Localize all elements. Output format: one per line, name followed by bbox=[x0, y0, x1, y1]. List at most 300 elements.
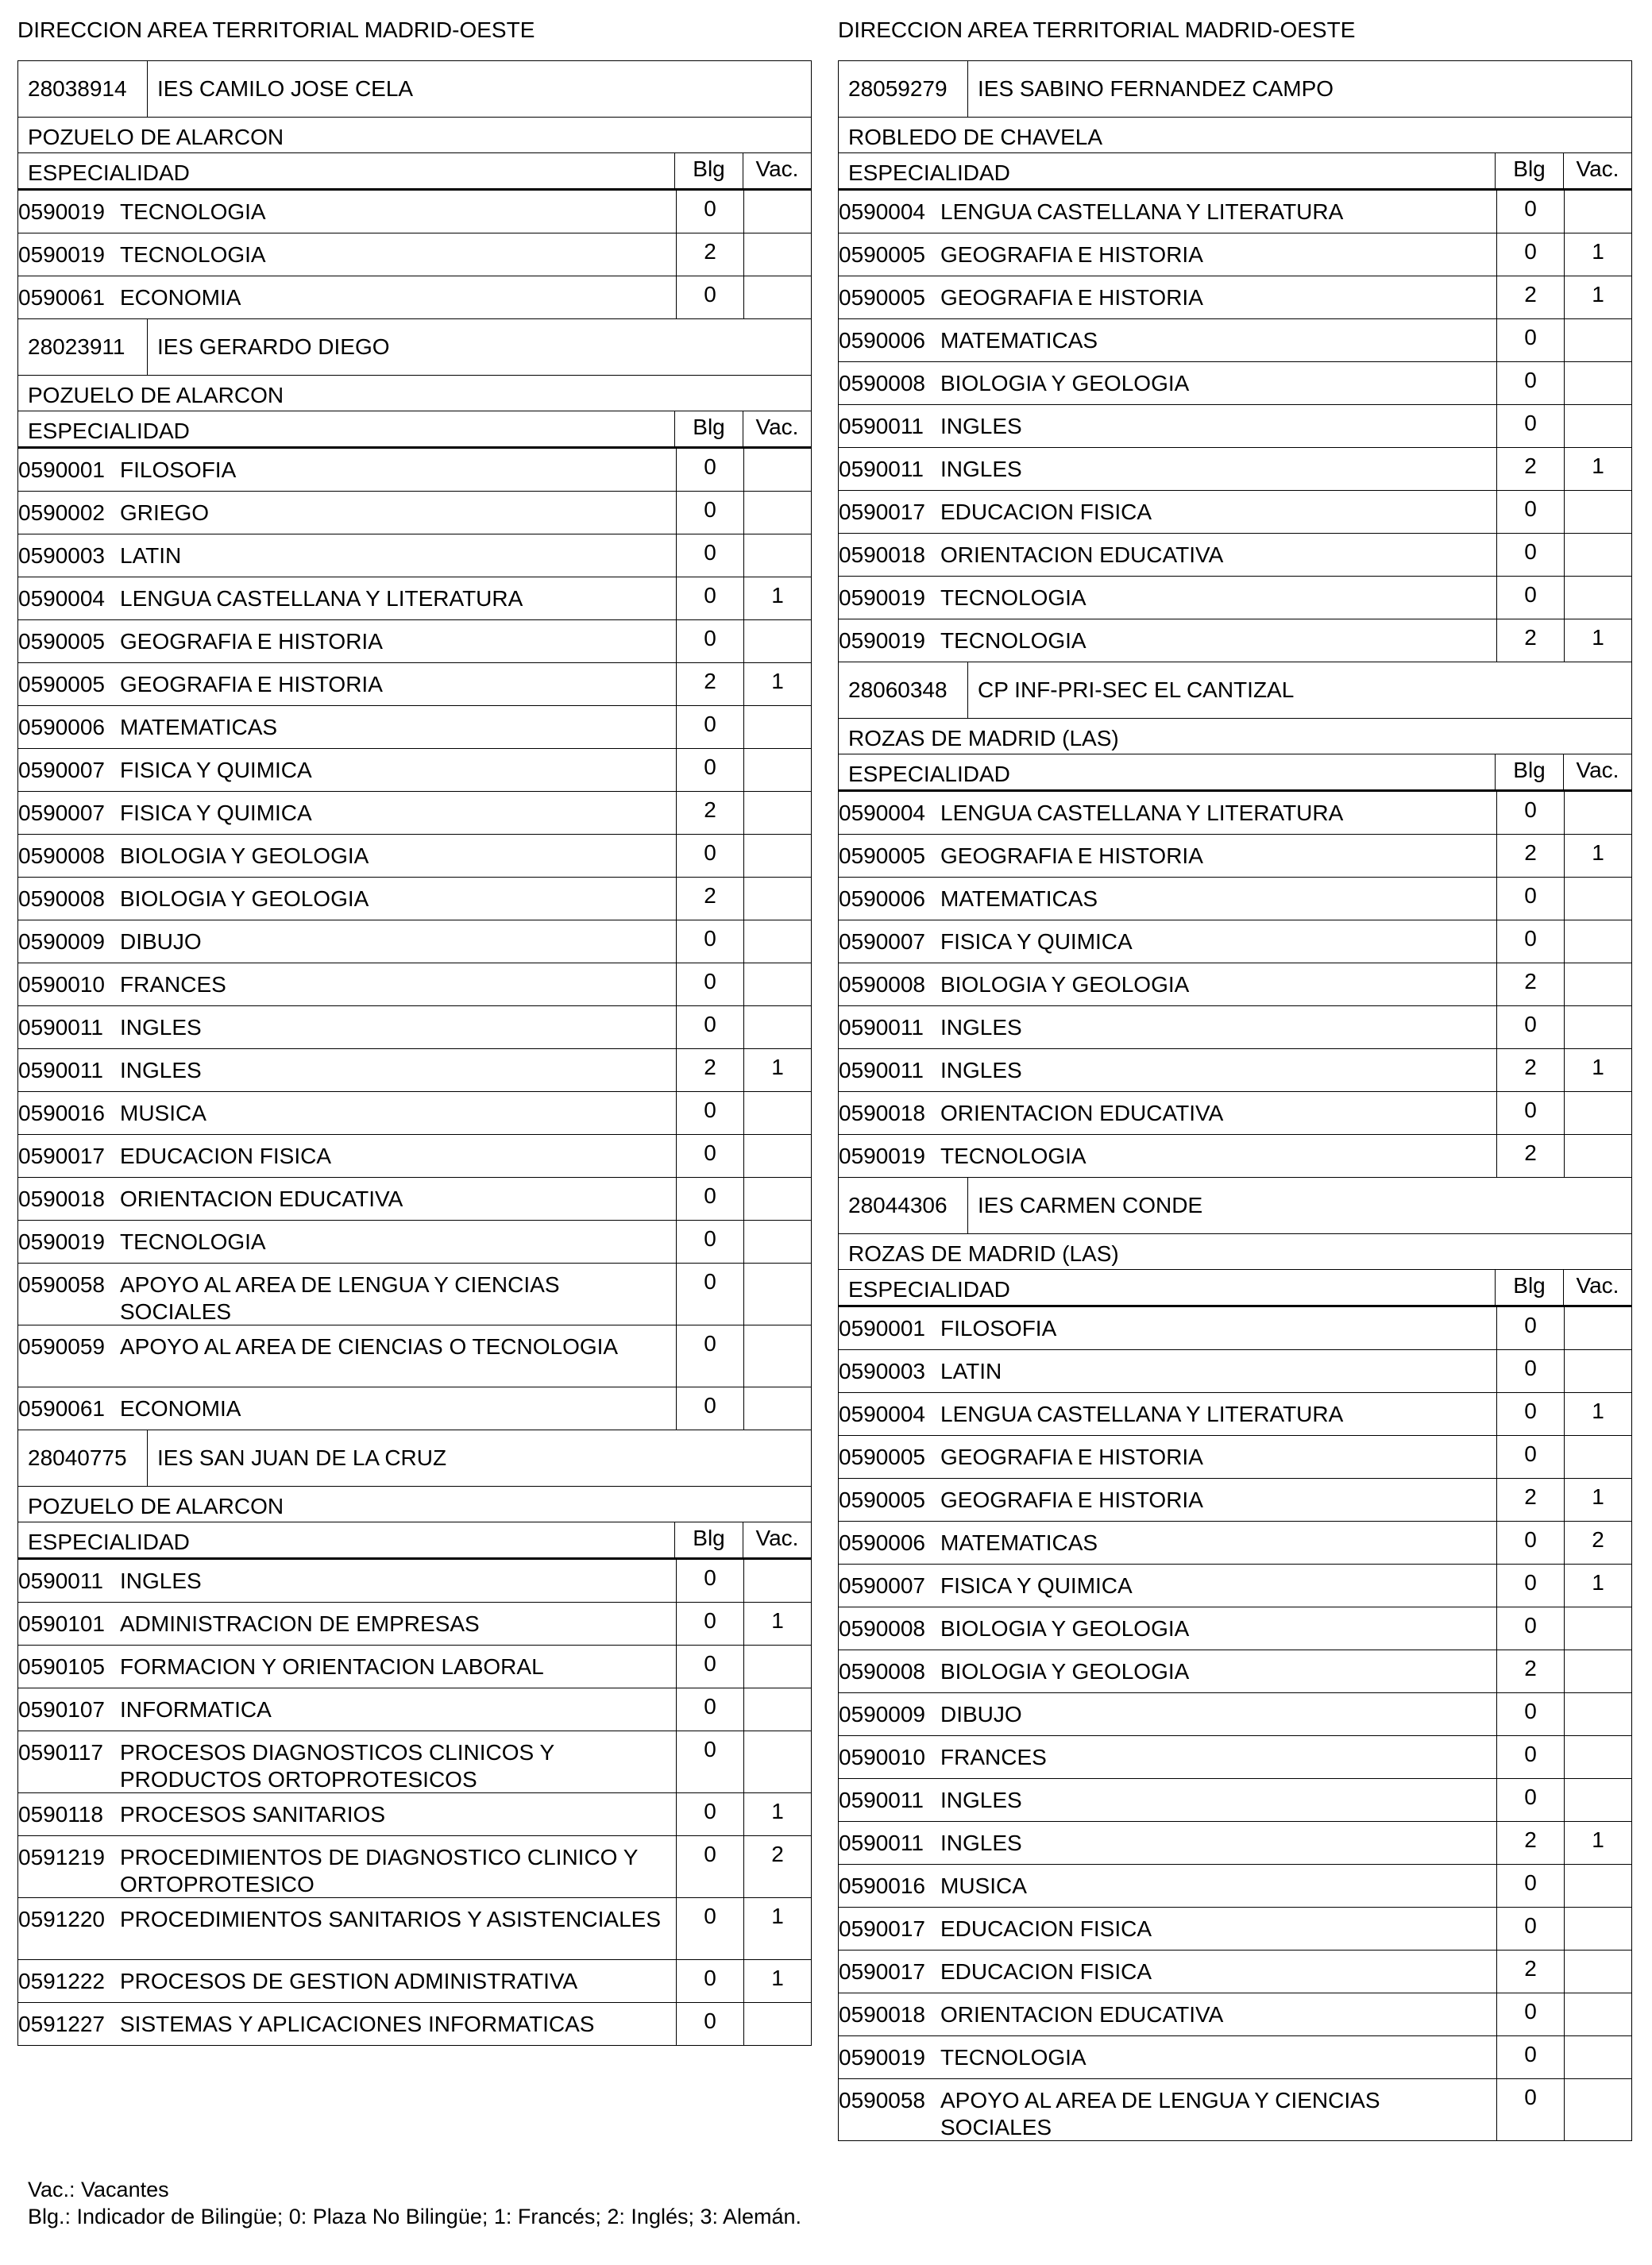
especialidad-name: LENGUA CASTELLANA Y LITERATURA bbox=[940, 1402, 1344, 1426]
table-row bbox=[18, 276, 811, 319]
especialidad-code: 0591227 bbox=[18, 2012, 106, 2036]
vac-cell bbox=[1564, 1865, 1631, 1907]
especialidad-name: BIOLOGIA Y GEOLOGIA bbox=[940, 1659, 1190, 1684]
table-row bbox=[18, 706, 811, 749]
especialidad-code: 0590005 bbox=[839, 843, 926, 868]
blg-cell: 2 bbox=[1496, 1650, 1564, 1692]
especialidad-cell bbox=[839, 1693, 1496, 1735]
vac-cell: 1 bbox=[1564, 276, 1631, 318]
blg-cell: 0 bbox=[676, 1960, 743, 2002]
center-header bbox=[839, 662, 1631, 719]
especialidad-name: EDUCACION FISICA bbox=[940, 1916, 1152, 1941]
vac-cell: 1 bbox=[743, 1049, 811, 1091]
especialidad-cell bbox=[18, 1836, 676, 1897]
left-column bbox=[17, 14, 812, 2046]
especialidad-name: LENGUA CASTELLANA Y LITERATURA bbox=[120, 586, 523, 611]
vac-cell: 1 bbox=[1564, 1822, 1631, 1864]
vac-cell bbox=[1564, 2036, 1631, 2078]
blg-cell: 2 bbox=[1496, 835, 1564, 877]
vac-cell bbox=[1564, 1607, 1631, 1650]
vac-cell: 1 bbox=[743, 1960, 811, 2002]
blg-cell: 0 bbox=[676, 1898, 743, 1959]
especialidad-name: INGLES bbox=[120, 1015, 202, 1040]
especialidad-name: TECNOLOGIA bbox=[120, 199, 266, 224]
blg-cell: 0 bbox=[1496, 1092, 1564, 1134]
especialidad-code: 0590004 bbox=[18, 586, 106, 611]
header-blg: Blg bbox=[674, 153, 743, 188]
especialidad-code: 0590005 bbox=[18, 672, 106, 696]
especialidad-code: 0590005 bbox=[839, 285, 926, 310]
especialidad-name: INGLES bbox=[940, 1015, 1022, 1040]
blg-cell: 2 bbox=[1496, 1822, 1564, 1864]
blg-cell: 0 bbox=[676, 1603, 743, 1645]
especialidad-code: 0590008 bbox=[839, 972, 926, 997]
blg-cell: 0 bbox=[1496, 1522, 1564, 1564]
especialidad-name: GEOGRAFIA E HISTORIA bbox=[120, 629, 383, 654]
blg-cell: 0 bbox=[676, 620, 743, 662]
vac-cell bbox=[743, 706, 811, 748]
especialidad-code: 0590003 bbox=[839, 1359, 926, 1383]
vac-cell: 2 bbox=[743, 1836, 811, 1897]
table-row bbox=[18, 1092, 811, 1135]
blg-cell: 0 bbox=[676, 1135, 743, 1177]
vac-cell bbox=[743, 1387, 811, 1430]
table-row bbox=[18, 1688, 811, 1731]
table-row bbox=[18, 835, 811, 878]
center-locality: POZUELO DE ALARCON bbox=[18, 118, 811, 153]
blg-cell: 0 bbox=[1496, 1865, 1564, 1907]
table-row bbox=[839, 1908, 1631, 1951]
vac-cell: 2 bbox=[1564, 1522, 1631, 1564]
especialidad-cell bbox=[18, 1387, 676, 1430]
table-row bbox=[839, 405, 1631, 448]
vac-cell bbox=[743, 191, 811, 233]
especialidad-code: 0590118 bbox=[18, 1802, 103, 1827]
especialidad-cell bbox=[839, 1436, 1496, 1478]
header-vac: Vac. bbox=[743, 153, 811, 188]
especialidad-code: 0590006 bbox=[839, 1530, 926, 1555]
blg-cell: 0 bbox=[1496, 319, 1564, 361]
table-header-row bbox=[839, 754, 1631, 792]
blg-cell: 0 bbox=[1496, 1779, 1564, 1821]
especialidad-cell bbox=[18, 1603, 676, 1645]
table-row bbox=[18, 1731, 811, 1793]
vac-cell bbox=[1564, 405, 1631, 447]
especialidad-code: 0590001 bbox=[18, 457, 106, 482]
table-row bbox=[839, 491, 1631, 534]
table-row bbox=[839, 1092, 1631, 1135]
blg-cell: 0 bbox=[676, 1560, 743, 1602]
especialidad-code: 0590006 bbox=[18, 715, 106, 739]
especialidad-cell bbox=[839, 835, 1496, 877]
especialidad-name: MATEMATICAS bbox=[940, 886, 1098, 911]
especialidad-name: BIOLOGIA Y GEOLOGIA bbox=[940, 972, 1190, 997]
especialidad-code: 0590006 bbox=[839, 328, 926, 353]
header-especialidad: ESPECIALIDAD bbox=[28, 1530, 190, 1554]
especialidad-code: 0590107 bbox=[18, 1697, 106, 1722]
center-code: 28040775 bbox=[18, 1430, 148, 1486]
especialidad-cell bbox=[18, 792, 676, 834]
vac-cell bbox=[1564, 1779, 1631, 1821]
especialidad-name: ORIENTACION EDUCATIVA bbox=[120, 1187, 403, 1211]
especialidad-cell bbox=[18, 663, 676, 705]
table-row bbox=[839, 1650, 1631, 1693]
center-locality: POZUELO DE ALARCON bbox=[18, 376, 811, 411]
table-row bbox=[839, 1993, 1631, 2036]
especialidad-code: 0590006 bbox=[839, 886, 926, 911]
center-name: IES CARMEN CONDE bbox=[978, 1193, 1203, 1217]
blg-cell: 0 bbox=[1496, 1350, 1564, 1392]
especialidad-code: 0590061 bbox=[18, 1396, 106, 1421]
especialidad-cell bbox=[18, 449, 676, 491]
especialidad-name: PROCEDIMIENTOS SANITARIOS Y ASISTENCIALES bbox=[120, 1907, 661, 1931]
especialidad-cell bbox=[18, 1960, 676, 2002]
center-header bbox=[839, 1178, 1631, 1234]
vac-cell: 1 bbox=[1564, 1393, 1631, 1435]
blg-cell: 0 bbox=[1496, 2079, 1564, 2140]
table-row bbox=[839, 534, 1631, 577]
blg-cell: 0 bbox=[676, 1731, 743, 1792]
especialidad-name: FRANCES bbox=[940, 1745, 1047, 1769]
especialidad-code: 0590008 bbox=[839, 1659, 926, 1684]
vac-cell bbox=[1564, 1135, 1631, 1177]
table-row bbox=[839, 1307, 1631, 1350]
table-row bbox=[18, 1135, 811, 1178]
blg-cell: 0 bbox=[676, 749, 743, 791]
table-row bbox=[18, 878, 811, 920]
vac-cell bbox=[1564, 191, 1631, 233]
especialidad-cell bbox=[18, 1006, 676, 1048]
especialidad-code: 0590005 bbox=[839, 242, 926, 267]
vac-cell bbox=[1564, 1693, 1631, 1735]
vac-cell: 1 bbox=[1564, 1565, 1631, 1607]
especialidad-code: 0591219 bbox=[18, 1845, 106, 1869]
center-code: 28044306 bbox=[839, 1178, 968, 1233]
especialidad-cell bbox=[18, 2003, 676, 2045]
blg-cell: 0 bbox=[1496, 1565, 1564, 1607]
especialidad-code: 0590018 bbox=[839, 1101, 926, 1125]
especialidad-code: 0591222 bbox=[18, 1969, 106, 1993]
blg-cell: 2 bbox=[1496, 619, 1564, 662]
table-row bbox=[839, 619, 1631, 662]
especialidad-code: 0591220 bbox=[18, 1907, 106, 1931]
especialidad-name: INFORMATICA bbox=[120, 1697, 272, 1722]
especialidad-code: 0590011 bbox=[839, 1015, 924, 1040]
blg-cell: 0 bbox=[676, 1264, 743, 1325]
especialidad-cell bbox=[18, 1135, 676, 1177]
especialidad-name: ECONOMIA bbox=[120, 1396, 241, 1421]
especialidad-code: 0590009 bbox=[18, 929, 106, 954]
especialidad-code: 0590017 bbox=[839, 1916, 926, 1941]
especialidad-cell bbox=[839, 1479, 1496, 1521]
especialidad-name: TECNOLOGIA bbox=[940, 1144, 1087, 1168]
table-row bbox=[839, 1565, 1631, 1607]
table-row bbox=[839, 1607, 1631, 1650]
especialidad-cell bbox=[839, 2079, 1496, 2140]
blg-cell: 0 bbox=[676, 1178, 743, 1220]
blg-cell: 0 bbox=[676, 534, 743, 577]
especialidad-name: BIOLOGIA Y GEOLOGIA bbox=[120, 843, 369, 868]
blg-cell: 0 bbox=[676, 577, 743, 619]
vac-cell: 1 bbox=[743, 1898, 811, 1959]
vac-cell: 1 bbox=[1564, 1479, 1631, 1521]
table-row bbox=[839, 1350, 1631, 1393]
vac-cell: 1 bbox=[743, 1793, 811, 1835]
especialidad-name: BIOLOGIA Y GEOLOGIA bbox=[120, 886, 369, 911]
especialidad-cell bbox=[839, 319, 1496, 361]
especialidad-cell bbox=[18, 1325, 676, 1387]
especialidad-cell bbox=[839, 1993, 1496, 2035]
center-locality: ROZAS DE MADRID (LAS) bbox=[839, 719, 1631, 754]
blg-cell: 0 bbox=[676, 1006, 743, 1048]
table-header-row bbox=[839, 153, 1631, 191]
blg-cell: 0 bbox=[1496, 362, 1564, 404]
blg-cell: 0 bbox=[676, 492, 743, 534]
vac-cell bbox=[1564, 1951, 1631, 1993]
blg-cell: 0 bbox=[676, 1092, 743, 1134]
especialidad-code: 0590105 bbox=[18, 1654, 106, 1679]
especialidad-cell bbox=[839, 1607, 1496, 1650]
especialidad-code: 0590005 bbox=[18, 629, 106, 654]
blg-cell: 0 bbox=[1496, 2036, 1564, 2078]
especialidad-cell bbox=[839, 491, 1496, 533]
table-row bbox=[839, 2079, 1631, 2141]
table-row bbox=[18, 191, 811, 233]
table-row bbox=[18, 1646, 811, 1688]
vac-cell bbox=[1564, 1650, 1631, 1692]
especialidad-cell bbox=[839, 1565, 1496, 1607]
table-row bbox=[839, 1951, 1631, 1993]
especialidad-name: INGLES bbox=[940, 1058, 1022, 1082]
table-row bbox=[18, 920, 811, 963]
especialidad-cell bbox=[839, 1006, 1496, 1048]
vac-cell bbox=[743, 534, 811, 577]
centers-table bbox=[838, 60, 1632, 2141]
especialidad-name: TECNOLOGIA bbox=[940, 2045, 1087, 2070]
blg-cell: 2 bbox=[676, 663, 743, 705]
vac-cell bbox=[1564, 1307, 1631, 1349]
right-column bbox=[838, 14, 1632, 2141]
vac-cell bbox=[743, 1325, 811, 1387]
especialidad-cell bbox=[839, 1908, 1496, 1950]
blg-cell: 2 bbox=[1496, 448, 1564, 490]
especialidad-cell bbox=[839, 920, 1496, 963]
especialidad-code: 0590004 bbox=[839, 801, 926, 825]
table-row bbox=[839, 1865, 1631, 1908]
table-row bbox=[18, 1264, 811, 1325]
blg-cell: 2 bbox=[676, 878, 743, 920]
direction-title: DIRECCION AREA TERRITORIAL MADRID-OESTE bbox=[838, 17, 1356, 42]
center-code: 28023911 bbox=[18, 319, 148, 375]
blg-cell: 0 bbox=[1496, 1436, 1564, 1478]
especialidad-name: MUSICA bbox=[120, 1101, 206, 1125]
especialidad-code: 0590007 bbox=[839, 1573, 926, 1598]
table-row bbox=[18, 792, 811, 835]
table-row bbox=[839, 1135, 1631, 1178]
especialidad-code: 0590003 bbox=[18, 543, 106, 568]
especialidad-cell bbox=[839, 362, 1496, 404]
table-row bbox=[839, 362, 1631, 405]
table-row bbox=[839, 1436, 1631, 1479]
especialidad-code: 0590005 bbox=[839, 1445, 926, 1469]
table-row bbox=[18, 1387, 811, 1430]
blg-cell: 0 bbox=[676, 835, 743, 877]
especialidad-cell bbox=[839, 963, 1496, 1005]
especialidad-name: DIBUJO bbox=[940, 1702, 1022, 1727]
especialidad-code: 0590011 bbox=[18, 1569, 103, 1593]
vac-cell bbox=[743, 963, 811, 1005]
header-blg: Blg bbox=[1495, 754, 1563, 789]
blg-cell: 2 bbox=[1496, 1135, 1564, 1177]
vac-cell bbox=[1564, 577, 1631, 619]
vac-cell bbox=[1564, 491, 1631, 533]
especialidad-name: PROCESOS DIAGNOSTICOS CLINICOS Y PRODUCTOS ORTOPROTESICOS bbox=[120, 1740, 554, 1792]
vac-cell bbox=[743, 835, 811, 877]
vac-cell bbox=[1564, 1092, 1631, 1134]
especialidad-cell bbox=[18, 920, 676, 963]
especialidad-cell bbox=[18, 1264, 676, 1325]
especialidad-name: TECNOLOGIA bbox=[940, 628, 1087, 653]
especialidad-cell bbox=[839, 1092, 1496, 1134]
vac-cell bbox=[1564, 792, 1631, 834]
especialidad-name: BIOLOGIA Y GEOLOGIA bbox=[940, 371, 1190, 396]
header-blg: Blg bbox=[674, 1522, 743, 1557]
especialidad-name: ORIENTACION EDUCATIVA bbox=[940, 2002, 1224, 2027]
especialidad-cell bbox=[18, 1092, 676, 1134]
especialidad-code: 0590016 bbox=[839, 1873, 926, 1898]
especialidad-code: 0590019 bbox=[839, 585, 926, 610]
especialidad-name: GEOGRAFIA E HISTORIA bbox=[120, 672, 383, 696]
especialidad-name: GEOGRAFIA E HISTORIA bbox=[940, 1445, 1203, 1469]
especialidad-name: LENGUA CASTELLANA Y LITERATURA bbox=[940, 199, 1344, 224]
vac-cell bbox=[1564, 362, 1631, 404]
center-locality: ROZAS DE MADRID (LAS) bbox=[839, 1234, 1631, 1270]
especialidad-cell bbox=[18, 492, 676, 534]
especialidad-name: PROCEDIMIENTOS DE DIAGNOSTICO CLINICO Y ORTOPROTESICO bbox=[120, 1845, 638, 1897]
table-row bbox=[18, 663, 811, 706]
especialidad-code: 0590019 bbox=[18, 1229, 106, 1254]
especialidad-name: LATIN bbox=[940, 1359, 1002, 1383]
vac-cell bbox=[1564, 2079, 1631, 2140]
header-vac: Vac. bbox=[1563, 1270, 1631, 1305]
table-row bbox=[839, 1479, 1631, 1522]
especialidad-cell bbox=[839, 405, 1496, 447]
header-blg: Blg bbox=[1495, 153, 1563, 188]
table-row bbox=[18, 963, 811, 1006]
especialidad-name: ADMINISTRACION DE EMPRESAS bbox=[120, 1611, 480, 1636]
especialidad-name: ORIENTACION EDUCATIVA bbox=[940, 542, 1224, 567]
center-name: CP INF-PRI-SEC EL CANTIZAL bbox=[978, 677, 1295, 702]
blg-cell: 0 bbox=[676, 1688, 743, 1731]
vac-cell bbox=[1564, 1006, 1631, 1048]
blg-cell: 0 bbox=[676, 706, 743, 748]
especialidad-name: FILOSOFIA bbox=[940, 1316, 1057, 1341]
especialidad-code: 0590019 bbox=[18, 242, 106, 267]
blg-cell: 0 bbox=[676, 963, 743, 1005]
especialidad-cell bbox=[839, 1650, 1496, 1692]
especialidad-code: 0590117 bbox=[18, 1740, 103, 1765]
table-header-row bbox=[18, 1522, 811, 1560]
vac-cell bbox=[743, 749, 811, 791]
table-row bbox=[839, 1522, 1631, 1565]
especialidad-code: 0590011 bbox=[839, 1831, 924, 1855]
especialidad-name: INGLES bbox=[940, 1831, 1022, 1855]
especialidad-name: ECONOMIA bbox=[120, 285, 241, 310]
vac-cell bbox=[743, 1560, 811, 1602]
vac-cell bbox=[1564, 319, 1631, 361]
especialidad-name: LENGUA CASTELLANA Y LITERATURA bbox=[940, 801, 1344, 825]
table-row bbox=[18, 1793, 811, 1836]
especialidad-code: 0590007 bbox=[839, 929, 926, 954]
blg-cell: 0 bbox=[1496, 920, 1564, 963]
especialidad-code: 0590005 bbox=[839, 1487, 926, 1512]
vac-cell: 1 bbox=[1564, 233, 1631, 276]
blg-cell: 0 bbox=[676, 1387, 743, 1430]
blg-cell: 0 bbox=[1496, 1908, 1564, 1950]
especialidad-code: 0590018 bbox=[839, 2002, 926, 2027]
center-code: 28038914 bbox=[18, 61, 148, 117]
especialidad-cell bbox=[839, 1865, 1496, 1907]
vac-cell bbox=[743, 276, 811, 318]
especialidad-cell bbox=[839, 619, 1496, 662]
blg-cell: 0 bbox=[676, 920, 743, 963]
especialidad-cell bbox=[839, 191, 1496, 233]
especialidad-name: APOYO AL AREA DE CIENCIAS O TECNOLOGIA bbox=[120, 1334, 619, 1359]
table-row bbox=[18, 1049, 811, 1092]
especialidad-code: 0590019 bbox=[839, 628, 926, 653]
especialidad-code: 0590058 bbox=[18, 1272, 106, 1297]
especialidad-name: GEOGRAFIA E HISTORIA bbox=[940, 285, 1203, 310]
especialidad-code: 0590008 bbox=[839, 371, 926, 396]
blg-cell: 0 bbox=[676, 1221, 743, 1263]
header-vac: Vac. bbox=[743, 1522, 811, 1557]
especialidad-code: 0590061 bbox=[18, 285, 106, 310]
vac-cell bbox=[743, 620, 811, 662]
center-code: 28060348 bbox=[839, 662, 968, 718]
especialidad-name: GRIEGO bbox=[120, 500, 210, 525]
especialidad-code: 0590019 bbox=[839, 2045, 926, 2070]
vac-cell bbox=[743, 1264, 811, 1325]
vac-cell bbox=[1564, 1436, 1631, 1478]
table-row bbox=[18, 233, 811, 276]
especialidad-cell bbox=[839, 1779, 1496, 1821]
blg-cell: 0 bbox=[1496, 405, 1564, 447]
table-row bbox=[18, 1560, 811, 1603]
especialidad-cell bbox=[839, 1350, 1496, 1392]
especialidad-name: FRANCES bbox=[120, 972, 226, 997]
especialidad-name: GEOGRAFIA E HISTORIA bbox=[940, 242, 1203, 267]
especialidad-code: 0590017 bbox=[839, 500, 926, 524]
blg-cell: 0 bbox=[1496, 1736, 1564, 1778]
table-row bbox=[839, 1736, 1631, 1779]
blg-cell: 0 bbox=[676, 276, 743, 318]
direction-title: DIRECCION AREA TERRITORIAL MADRID-OESTE bbox=[17, 17, 535, 42]
table-row bbox=[839, 233, 1631, 276]
table-row bbox=[839, 792, 1631, 835]
table-row bbox=[839, 920, 1631, 963]
blg-cell: 0 bbox=[1496, 1993, 1564, 2035]
legend-vacantes: Vac.: Vacantes bbox=[28, 2178, 169, 2201]
especialidad-name: DIBUJO bbox=[120, 929, 202, 954]
blg-cell: 0 bbox=[1496, 534, 1564, 576]
vac-cell bbox=[743, 1221, 811, 1263]
blg-cell: 0 bbox=[676, 1793, 743, 1835]
table-row bbox=[839, 878, 1631, 920]
blg-cell: 0 bbox=[676, 449, 743, 491]
especialidad-name: PROCESOS DE GESTION ADMINISTRATIVA bbox=[120, 1969, 578, 1993]
especialidad-name: INGLES bbox=[940, 414, 1022, 438]
header-especialidad: ESPECIALIDAD bbox=[28, 160, 190, 185]
